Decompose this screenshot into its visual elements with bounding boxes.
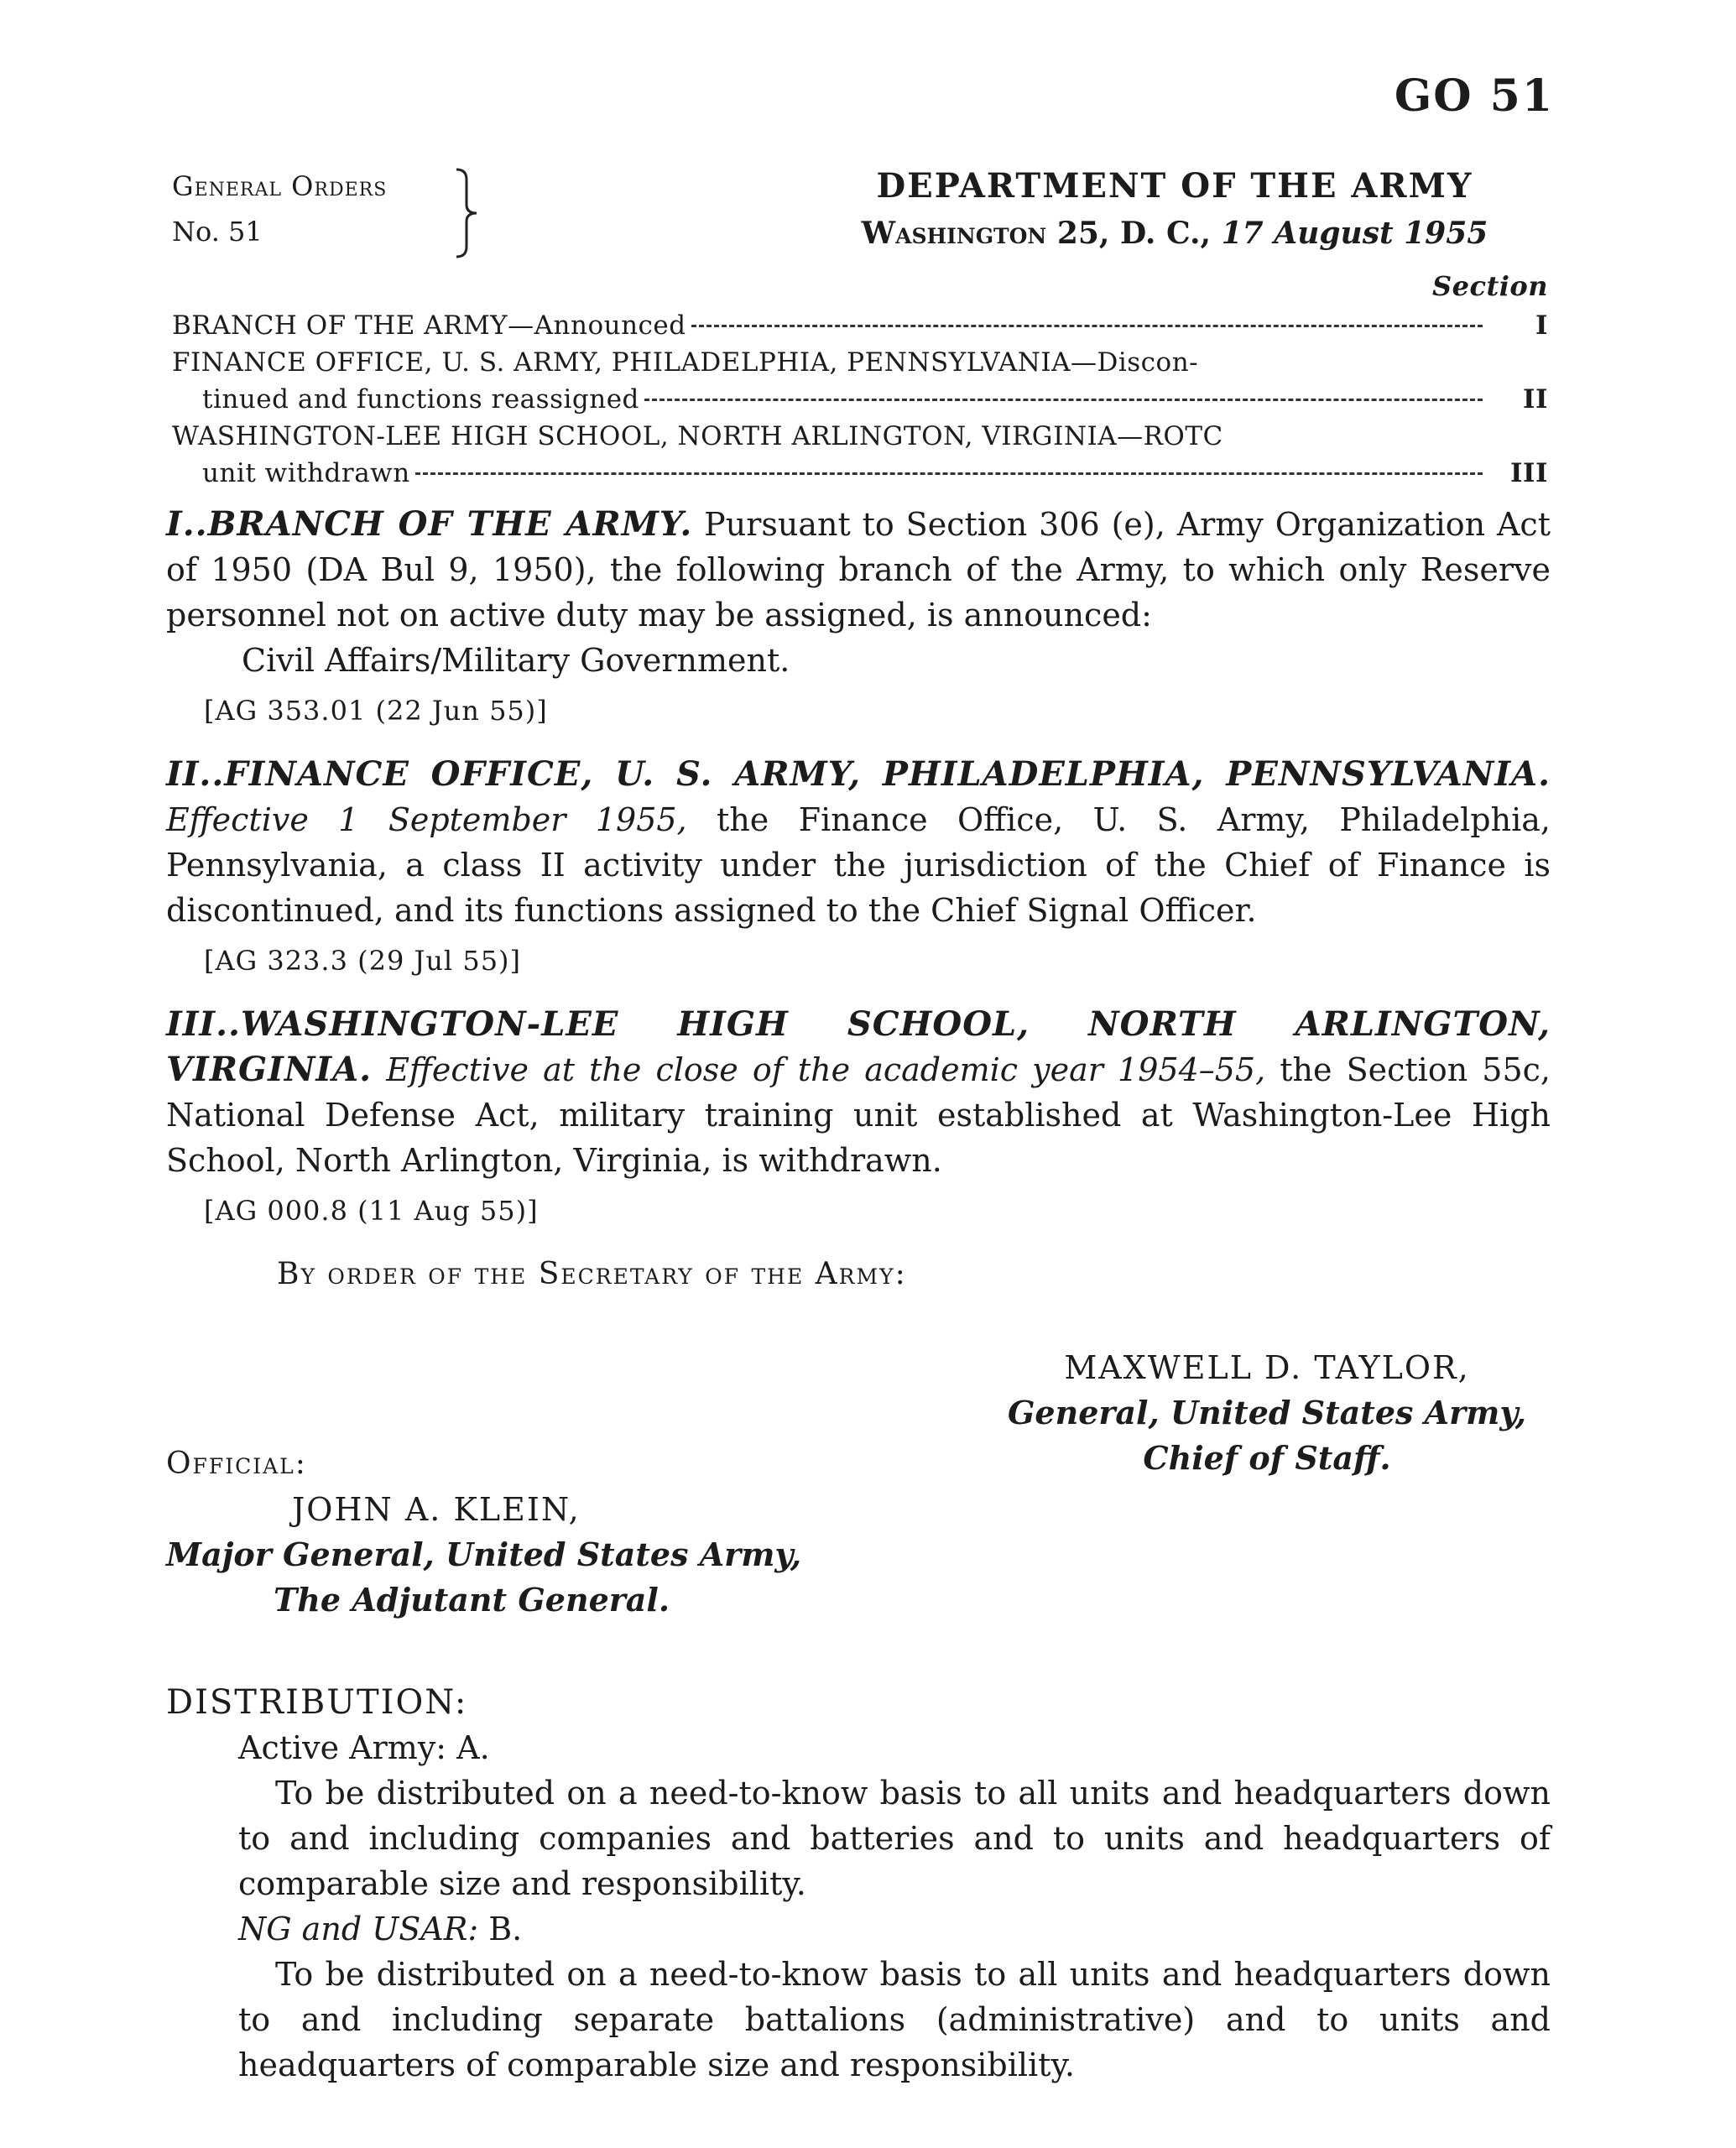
toc-entry-text-cont: unit withdrawn <box>202 458 410 488</box>
official-rank: Major General, United States Army, <box>166 1535 802 1573</box>
official-block <box>166 1442 801 1623</box>
distribution-heading: DISTRIBUTION: <box>166 1683 468 1722</box>
department-block <box>805 162 1544 256</box>
date: 17 August 1955 <box>1221 216 1488 251</box>
toc-entry <box>172 307 1548 344</box>
signatory-name: MAXWELL D. TAYLOR, <box>1064 1349 1470 1386</box>
section-heading: III..WASHINGTON-LEE HIGH SCHOOL, NORTH ARLINGTON, VIRGINIA. <box>166 1004 1551 1089</box>
section-reference: [AG 323.3 (29 Jul 55)] <box>204 945 522 977</box>
signature-block <box>982 1345 1552 1481</box>
ng-usar-value: B. <box>478 1911 523 1947</box>
leader-dots <box>644 399 1483 401</box>
toc-entry-text: BRANCH OF THE ARMY—Announced <box>172 310 686 341</box>
active-army-label: Active Army: A. <box>238 1729 490 1766</box>
signatory-rank: General, United States Army, <box>1007 1394 1527 1431</box>
section-paragraph <box>166 1002 1551 1183</box>
department-name: DEPARTMENT OF THE ARMY <box>876 166 1473 206</box>
page-code: GO 51 <box>1394 70 1554 122</box>
by-order-line: By order of the Secretary of the Army: <box>277 1257 907 1291</box>
table-of-contents <box>172 270 1548 492</box>
ng-usar-label: NG and USAR: <box>238 1911 479 1947</box>
signatory-title: Chief of Staff. <box>1143 1439 1391 1477</box>
ng-usar-text: To be distributed on a need-to-know basis to all units and headquarters down to and including separate battalions (administrative) and to units and headquarters of comparable size and responsibility. <box>238 1956 1551 2083</box>
effective-date: Effective 1 September 1955, <box>166 801 687 838</box>
toc-entry-text: FINANCE OFFICE, U. S. ARMY, PHILADELPHIA, PENNSYLVANIA—Discon- <box>172 347 1199 378</box>
section-paragraph <box>166 752 1551 933</box>
section-reference: [AG 000.8 (11 Aug 55)] <box>204 1195 539 1227</box>
section-heading: II..FINANCE OFFICE, U. S. ARMY, PHILADELPHIA, PENNSYLVANIA. <box>166 754 1551 794</box>
toc-entry <box>172 344 1548 418</box>
section-text: Pursuant to Section 306 (e), Army Organization Act of 1950 (DA Bul 9, 1950), the following branch of the Army, to which only Reserve personnel not on active duty may be assigned, is announced: <box>166 506 1551 633</box>
toc-entry-number: III <box>1509 458 1548 488</box>
brace-icon <box>453 168 482 258</box>
toc-entry <box>172 418 1548 492</box>
orders-block <box>172 164 387 254</box>
toc-entry-text-cont: tinued and functions reassigned <box>202 384 639 414</box>
effective-date: Effective at the close of the academic year 1954–55, <box>372 1051 1266 1088</box>
orders-label: General Orders <box>172 170 388 202</box>
official-label: Official: <box>166 1447 307 1481</box>
toc-entry-number: II <box>1522 384 1548 414</box>
official-name: JOHN A. KLEIN, <box>292 1491 581 1528</box>
active-army-text: To be distributed on a need-to-know basis to all units and headquarters down to and including companies and batteries and to units and headquarters of comparable size and responsibility. <box>238 1775 1551 1902</box>
section-heading: I..BRANCH OF THE ARMY. <box>166 504 693 544</box>
leader-dots <box>691 325 1483 327</box>
place-date <box>805 211 1544 256</box>
place: Washington 25, D. C., <box>861 216 1212 251</box>
announced-branch: Civil Affairs/Military Government. <box>242 642 790 679</box>
toc-section-label: Section <box>1432 270 1548 302</box>
ng-usar-line <box>166 1906 1551 1952</box>
orders-number: No. 51 <box>172 216 263 248</box>
orders-body <box>166 502 1551 1297</box>
leader-dots <box>415 472 1483 475</box>
toc-entry-text: WASHINGTON-LEE HIGH SCHOOL, NORTH ARLINGTON, VIRGINIA—ROTC <box>172 421 1223 451</box>
section-text: the Section 55c, National Defense Act, military training unit established at Washington-Lee High School, North Arlington, Virginia, is withdrawn. <box>166 1051 1551 1179</box>
section-paragraph <box>166 502 1551 638</box>
section-reference: [AG 353.01 (22 Jun 55)] <box>204 695 548 727</box>
toc-entry-number: I <box>1535 310 1548 341</box>
distribution-block <box>166 1680 1551 2088</box>
section-text: the Finance Office, U. S. Army, Philadelphia, Pennsylvania, a class II activity under the jurisdiction of the Chief of Finance is discontinued, and its functions assigned to the Chief Signal Officer. <box>166 801 1551 929</box>
official-title: The Adjutant General. <box>274 1581 670 1619</box>
